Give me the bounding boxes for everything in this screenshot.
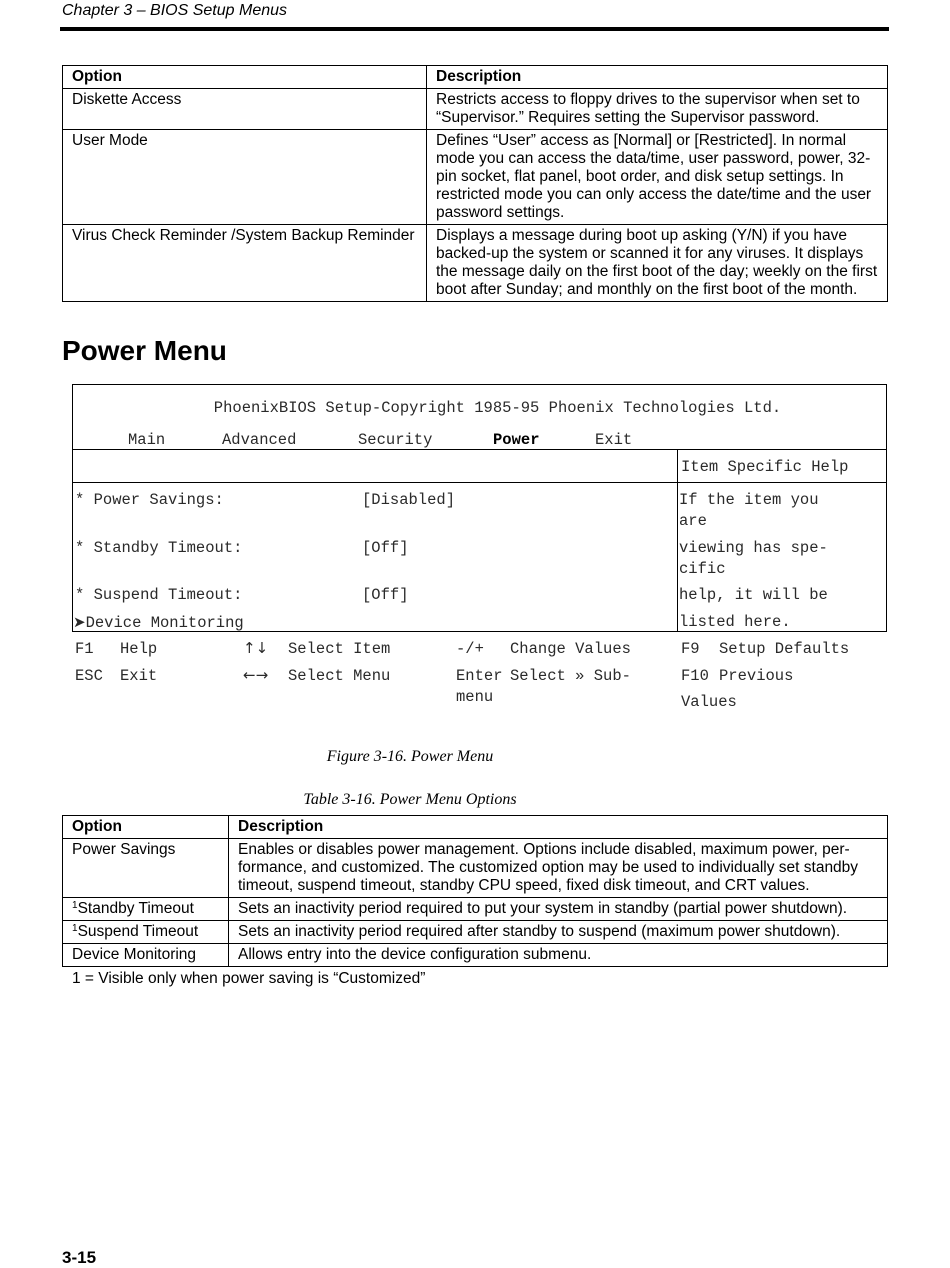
help-header: Item Specific Help <box>681 458 849 476</box>
setting-value-standby-timeout[interactable]: [Off] <box>362 539 409 557</box>
key-leftright-label: Select Menu <box>288 667 391 685</box>
figure-caption: Figure 3-16. Power Menu <box>326 748 494 765</box>
menu-item-advanced[interactable]: Advanced <box>222 431 297 449</box>
key-f9: F9 <box>681 640 700 658</box>
description-cell: Defines “User” access as [Normal] or [Restricted]. In normal mode you can access the data/time, user password, power, 32-pin socket, flat panel, boot order, and disk setup settings. In restricted mode you can only access the date/time and the user password settings. <box>427 130 888 225</box>
description-cell: Restricts access to floppy drives to the supervisor when set to “Supervisor.” Requires setting the Supervisor password. <box>427 89 888 130</box>
column-header-option: Option <box>63 66 427 89</box>
option-cell <box>63 839 229 898</box>
option-label: Suspend Timeout <box>77 923 199 940</box>
key-esc: ESC <box>75 667 103 685</box>
chapter-header: Chapter 3 – BIOS Setup Menus <box>62 2 288 19</box>
description-cell: Sets an inactivity period required to put your system in standby (partial power shutdown). <box>229 898 888 921</box>
setting-label-suspend-timeout[interactable]: * Suspend Timeout: <box>75 586 243 604</box>
menu-item-main[interactable]: Main <box>128 431 166 449</box>
up-down-arrows-icon: ↑↓ <box>243 639 269 657</box>
key-plusminus: -/+ <box>456 640 484 658</box>
key-enter-label: Select » Sub- <box>510 667 631 685</box>
bios-title-frame <box>72 384 887 450</box>
key-f1: F1 <box>75 640 94 658</box>
menu-item-security[interactable]: Security <box>358 431 433 449</box>
setting-value-power-savings[interactable]: [Disabled] <box>362 491 456 509</box>
option-cell <box>63 944 229 967</box>
help-line: are <box>679 512 707 530</box>
table-row <box>63 839 888 898</box>
key-f10-label: Previous <box>719 667 794 685</box>
option-label: Device Monitoring <box>72 946 197 963</box>
description-cell: Allows entry into the device configuration submenu. <box>229 944 888 967</box>
key-f1-label: Help <box>120 640 158 658</box>
key-f9-label: Setup Defaults <box>719 640 850 658</box>
table-header-row <box>63 816 888 839</box>
footnote: 1 = Visible only when power saving is “Customized” <box>72 970 426 987</box>
help-line: If the item you <box>679 491 819 509</box>
menu-item-power[interactable]: Power <box>493 431 540 449</box>
key-f10: F10 <box>681 667 709 685</box>
submenu-arrow-icon: ➤ <box>73 613 86 631</box>
bios-title: PhoenixBIOS Setup-Copyright 1985-95 Phoenix Technologies Ltd. <box>213 399 782 417</box>
setting-label-power-savings[interactable]: * Power Savings: <box>75 491 224 509</box>
table-header-row <box>63 66 888 89</box>
help-line: viewing has spe- <box>679 539 828 557</box>
bios-settings-header-frame <box>72 449 678 483</box>
submenu-label: Device Monitoring <box>85 614 244 632</box>
key-enter: Enter <box>456 667 503 685</box>
table-row <box>63 921 888 944</box>
key-enter-label-cont: menu <box>456 688 494 706</box>
option-cell: User Mode <box>63 130 427 225</box>
description-cell: Sets an inactivity period required after standby to suspend (maximum power shutdown). <box>229 921 888 944</box>
option-cell: Diskette Access <box>63 89 427 130</box>
table-row <box>63 130 888 225</box>
option-label: Power Savings <box>72 841 176 858</box>
section-title: Power Menu <box>62 335 227 366</box>
help-line: cific <box>679 560 726 578</box>
table-row <box>63 898 888 921</box>
key-f10-label-cont: Values <box>681 693 737 711</box>
key-plusminus-label: Change Values <box>510 640 631 658</box>
table-caption: Table 3-16. Power Menu Options <box>303 791 517 808</box>
column-header-description: Description <box>427 66 888 89</box>
column-header-option: Option <box>63 816 229 839</box>
footnote-marker: 1 <box>72 900 78 911</box>
submenu-device-monitoring[interactable] <box>73 612 244 634</box>
column-header-description: Description <box>229 816 888 839</box>
option-cell <box>63 898 229 921</box>
key-updown-label: Select Item <box>288 640 391 658</box>
table-row <box>63 944 888 967</box>
option-label: Standby Timeout <box>77 900 194 917</box>
menu-item-exit[interactable]: Exit <box>595 431 633 449</box>
left-right-arrows-icon: ←→ <box>243 666 269 684</box>
setting-label-standby-timeout[interactable]: * Standby Timeout: <box>75 539 243 557</box>
power-options-table <box>62 815 888 967</box>
setting-value-suspend-timeout[interactable]: [Off] <box>362 586 409 604</box>
table-row <box>63 89 888 130</box>
description-cell: Enables or disables power management. Options include disabled, maximum power, per-formance, and customized. The customized option may be used to individually set standby timeout, suspend timeout, standby CPU speed, fixed disk timeout, and CRT values. <box>229 839 888 898</box>
option-cell <box>63 921 229 944</box>
table-row <box>63 225 888 302</box>
key-esc-label: Exit <box>120 667 158 685</box>
page-number: 3-15 <box>62 1248 97 1267</box>
footnote-marker: 1 <box>72 923 78 934</box>
help-line: help, it will be <box>679 586 828 604</box>
description-cell: Displays a message during boot up asking (Y/N) if you have backed-up the system or scanned it for any viruses. It displays the message daily on the first boot of the day; weekly on the first boot after Sunday; and monthly on the first boot of the month. <box>427 225 888 302</box>
security-options-table <box>62 65 888 302</box>
header-rule <box>60 27 889 31</box>
help-line: listed here. <box>679 613 791 631</box>
option-cell: Virus Check Reminder /System Backup Reminder <box>63 225 427 302</box>
